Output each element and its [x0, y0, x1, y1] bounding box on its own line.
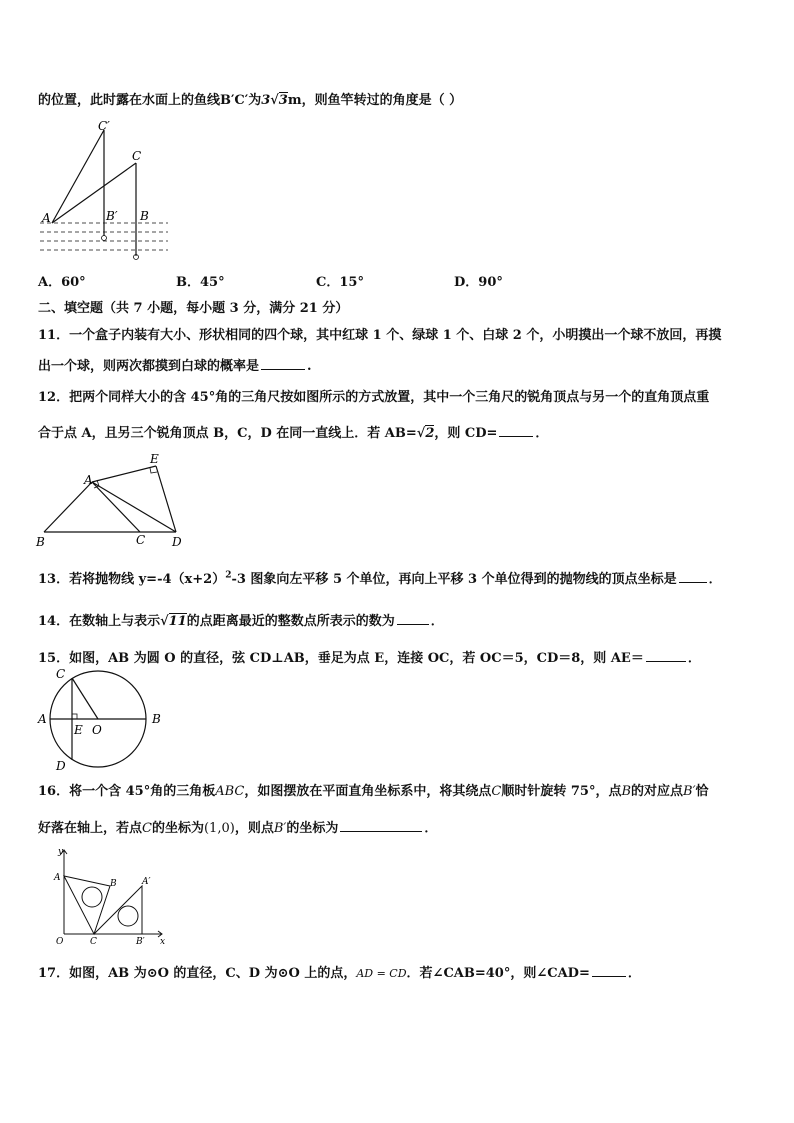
- label-c: C: [90, 937, 97, 946]
- label-d: D: [172, 535, 182, 549]
- label-c: C: [132, 149, 142, 163]
- label-a: A: [54, 873, 61, 883]
- segment-ae: [92, 466, 156, 482]
- section-title: 二、填空题（共 7 小题，每小题 3 分，满分 21 分）: [38, 301, 349, 316]
- q16-line1: 16．将一个含 45°角的三角板ABC，如图摆放在平面直角坐标系中，将其绕点C顺时针旋转 75°，点B的对应点B′恰: [38, 784, 709, 799]
- label-c: C: [136, 533, 146, 547]
- label-b: B: [140, 209, 149, 223]
- option-a[interactable]: A．60°: [38, 275, 86, 290]
- right-angle-mark: [150, 468, 157, 473]
- q12-line1: 12．把两个同样大小的含 45°角的三角尺按如图所示的方式放置，其中一个三角尺的锐角顶点与另一个的直角顶点重: [38, 390, 710, 405]
- answer-blank[interactable]: [340, 819, 422, 832]
- label-a: A: [38, 712, 47, 726]
- q11-line2: 出一个球，则两次都摸到白球的概率是 .: [38, 359, 312, 374]
- circle-figure: [36, 666, 168, 776]
- answer-blank[interactable]: [679, 570, 707, 583]
- sqrt-expression: 3√3: [261, 93, 288, 108]
- rod-c: [52, 163, 136, 223]
- incircle: [118, 906, 138, 926]
- label-y: y: [58, 847, 64, 857]
- coordinate-figure: [50, 846, 174, 946]
- label-b: B: [36, 535, 45, 549]
- label-x: x: [160, 937, 166, 946]
- label-e: E: [150, 452, 159, 466]
- label-d: D: [56, 759, 66, 773]
- incircle: [82, 887, 102, 907]
- option-c[interactable]: C．15°: [316, 275, 364, 290]
- q10-stem: 的位置，此时露在水面上的鱼线B′C′为3√3m，则鱼竿转过的角度是（ ）: [38, 93, 463, 108]
- q17-stem: 17．如图，AB 为⊙O 的直径，C、D 为⊙O 上的点，AD = CD．若∠CAB=40°，则∠CAD= ．: [38, 966, 641, 981]
- label-a: A: [84, 473, 93, 487]
- hook: [102, 236, 107, 241]
- q12-line2: 合于点 A，且另三个锐角顶点 B，C，D 在同一直线上．若 AB=√2，则 CD= ．: [38, 426, 549, 441]
- segment-ac: [92, 482, 140, 532]
- option-b[interactable]: B．45°: [176, 275, 225, 290]
- label-b-prime: B′: [106, 209, 118, 223]
- option-d[interactable]: D．90°: [454, 275, 503, 290]
- label-a: A: [42, 211, 51, 225]
- rod-c-prime: [52, 130, 104, 223]
- arc-equality: AD = CD: [356, 967, 407, 980]
- triangles-figure: [32, 452, 192, 552]
- right-angle-mark: [72, 714, 77, 719]
- answer-blank[interactable]: [261, 357, 305, 370]
- label-b-prime: B′: [136, 937, 145, 946]
- label-o: O: [56, 937, 64, 946]
- answer-blank[interactable]: [592, 964, 626, 977]
- segment-oc: [72, 678, 98, 719]
- label-a-prime: A′: [142, 877, 151, 887]
- q15-stem: 15．如图，AB 为圆 O 的直径，弦 CD⊥AB，垂足为点 E，连接 OC，若 OC＝5，CD＝8，则 AE＝ ．: [38, 651, 701, 666]
- q11-line1: 11．一个盒子内装有大小、形状相同的四个球，其中红球 1 个、绿球 1 个、白球 2 个，小明摸出一个球不放回，再摸: [38, 328, 722, 343]
- answer-blank[interactable]: [646, 649, 686, 662]
- label-b: B: [152, 712, 161, 726]
- label-c-prime: C′: [98, 119, 110, 133]
- answer-blank[interactable]: [499, 424, 533, 437]
- fishing-rod-figure: [36, 118, 176, 268]
- label-e: E: [74, 723, 83, 737]
- label-b: B: [110, 879, 117, 889]
- segment-ba: [44, 482, 92, 532]
- q13-stem: 13．若将抛物线 $y=-4(x+2)^2-3$ 图象向左平移 5 个单位，再向上平移 3 个单位得到的抛物线的顶点坐标是 ．: [38, 570, 722, 587]
- answer-blank[interactable]: [397, 612, 429, 625]
- label-c: C: [56, 667, 66, 681]
- label-o: O: [92, 723, 102, 737]
- q14-stem: 14．在数轴上与表示√11的点距离最近的整数点所表示的数为 ．: [38, 614, 444, 629]
- q16-line2: 好落在轴上，若点C的坐标为(1,0)，则点B′的坐标为 ．: [38, 821, 438, 836]
